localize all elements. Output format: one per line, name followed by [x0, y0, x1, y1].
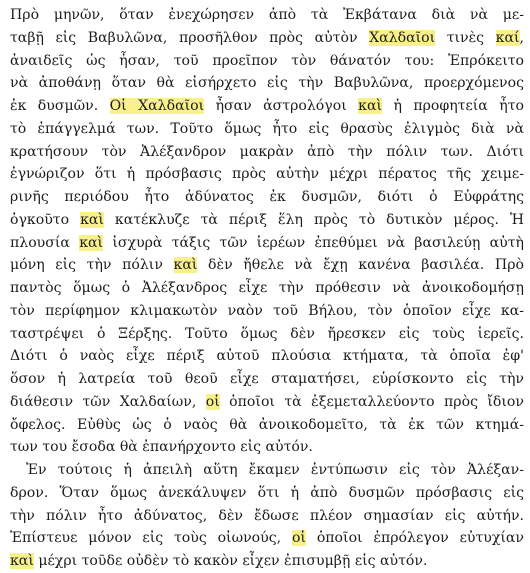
text-run: μόνη εἰς τὴν πόλιν — [10, 257, 174, 274]
text-run: ἡ προφητεία ἦτο — [382, 98, 524, 114]
highlighted-word: καὶ — [358, 98, 383, 114]
text-line — [10, 163, 524, 186]
text-run: τὸν περίφημον κλιμακωτὸν ναὸν τοῦ Βήλου, τὸν ὁποῖον εἶχε κα- — [10, 302, 524, 319]
text-run: ὅσον ἡ λατρεία τοῦ θεοῦ εἶχε σταματήσει, εὑρίσκοντο εἰς τὴν — [10, 371, 524, 387]
highlighted-word: καὶ — [173, 257, 198, 274]
text-line — [10, 482, 524, 505]
text-line — [10, 459, 524, 482]
text-run: διάθεσιν τῶν Χαλδαίων, — [10, 393, 206, 410]
text-run: κατέκλυζε τὰ πέριξ ἕλη πρὸς τὸ δυτικὸν μέρος. Ἡ — [103, 211, 524, 228]
text-run: ἀναιδεῖς ὡς ἦσαν, τοῦ προεῖπον τὸν θάνατόν του: Ἐπρόκειτο — [10, 52, 524, 69]
text-run: ρινῆς περιόδου ἦτο ἀδύνατος ἐκ δυσμῶν, διότι ὁ Εὐφράτης — [10, 189, 524, 205]
paragraph — [10, 4, 524, 459]
text-run: παντὸς ὅμως ὁ Ἀλέξανδρος εἶχε τὴν πρόθεσιν νὰ ἀνοικοδομήσῃ — [10, 280, 524, 296]
text-line — [10, 232, 524, 255]
text-line — [10, 254, 524, 277]
text-line — [10, 414, 524, 437]
highlighted-word: καί — [495, 29, 520, 46]
text-run: , — [519, 29, 524, 46]
text-run: ἐγνώριζον ὅτι ἡ πρόσβασις πρὸς αὐτὴν μέχρι πέρατος τῆς χειμε- — [10, 166, 524, 183]
text-run: των του ἔσοδα θὰ ἐπανήρχοντο εἰς αὐτόν. — [10, 439, 313, 456]
text-line — [10, 118, 524, 141]
highlighted-word: οἱ — [291, 530, 306, 547]
text-line — [10, 72, 524, 95]
highlighted-word: Οἱ Χαλδαῖοι — [109, 98, 205, 114]
text-run: τὸ ἐπάγγελμά των. Τοῦτο ὅμως ἦτο εἰς θρασὺς ἐλιγμὸς διὰ νὰ — [10, 120, 524, 137]
text-line — [10, 436, 524, 459]
text-run: δὲν ἤθελε νὰ ἔχῃ κανένα βασιλέα. Πρὸ — [197, 257, 524, 274]
text-line — [10, 323, 524, 346]
text-run: ἐκ δυσμῶν. — [10, 98, 110, 114]
text-run: ἰσχυρὰ τάξις τῶν ἱερέων ἐπεθύμει νὰ βασιλεύῃ αὐτὴ — [103, 234, 524, 251]
text-run: νὰ ἀποθάνῃ ὅταν θὰ εἰσήρχετο εἰς τὴν Βαβυλῶνα, προερχόμενος — [10, 75, 524, 92]
text-run: Πρὸ μηνῶν, ὅταν ἐνεχώρησεν ἀπὸ τὰ Ἐκβάτανα διὰ νὰ με- — [10, 7, 524, 23]
text-line — [10, 368, 524, 391]
highlighted-word: Χαλδαῖοι — [369, 29, 436, 46]
text-line — [10, 141, 524, 164]
text-line — [10, 345, 524, 368]
text-run: Διότι ὁ ναὸς εἶχε πέριξ αὐτοῦ πλούσια κτήματα, τὰ ὁποῖα ἐφ' — [10, 348, 524, 365]
text-line — [10, 300, 524, 323]
text-run: ὀγκοῦτο — [10, 211, 81, 228]
text-run: πλουσία — [10, 234, 80, 251]
highlighted-word: καὶ — [79, 234, 104, 251]
text-line — [10, 27, 524, 50]
text-run: ὁποῖοι τὰ ἐξεμεταλλεύοντο πρὸς ἴδιον — [219, 393, 524, 410]
text-run: τὴν πόλιν ἦτο ἀδύνατος, δὲν ἔδωσε πλέον σημασίαν εἰς αὐτήν. — [10, 507, 524, 524]
text-run: Ἐπίστευε μόνον εἰς τοὺς οἰωνούς, — [10, 530, 292, 547]
text-line — [10, 527, 524, 550]
text-line — [10, 391, 524, 414]
text-line — [10, 4, 524, 27]
paragraph — [10, 459, 524, 573]
text-run: κρατήσουν τὸν Ἀλέξανδρον μακρὰν ἀπὸ τὴν πόλιν των. Διότι — [10, 143, 524, 160]
text-line — [10, 505, 524, 528]
text-run: μέχρι τοῦδε οὐδὲν τὸ κακὸν εἶχεν ἐπισυμβῇ εἰς αὐτόν. — [33, 553, 428, 569]
highlighted-word: οἱ — [205, 393, 220, 410]
text-line — [10, 277, 524, 300]
text-line — [10, 209, 524, 232]
document-page — [10, 4, 524, 573]
text-line — [10, 95, 524, 118]
highlighted-word: καὶ — [80, 211, 104, 228]
text-line — [10, 186, 524, 209]
highlighted-word: καὶ — [10, 553, 34, 569]
text-run: τινὲς — [435, 29, 496, 46]
text-line — [10, 550, 524, 573]
text-run: ἦσαν ἀστρολόγοι — [204, 98, 359, 114]
text-run: ὄφελος. Εὐθὺς ὡς ὁ ναὸς θὰ ἀνοικοδομεῖτο, τὰ ἐκ τῶν κτημά- — [10, 416, 524, 433]
text-run: ταβῇ εἰς Βαβυλῶνα, προσῆλθον πρὸς αὐτὸν — [10, 29, 370, 46]
text-run: Ἐν τούτοις ἡ ἀπειλὴ αὕτη ἔκαμεν ἐντύπωσιν εἰς τὸν Ἀλέξαν- — [26, 462, 524, 478]
text-run: δρον. Ὅταν ὅμως ἀνεκάλυψεν ὅτι ἡ ἀπὸ δυσμῶν πρόσβασις εἰς — [10, 484, 524, 501]
text-run: ταστρέψει ὁ Ξέρξης. Τοῦτο ὅμως δὲν ἤρεσκεν εἰς τοὺς ἱερεῖς. — [10, 325, 524, 342]
text-run: ὁποῖοι ἐπρόλεγον εὐτυχίαν — [305, 530, 524, 547]
text-line — [10, 50, 524, 73]
